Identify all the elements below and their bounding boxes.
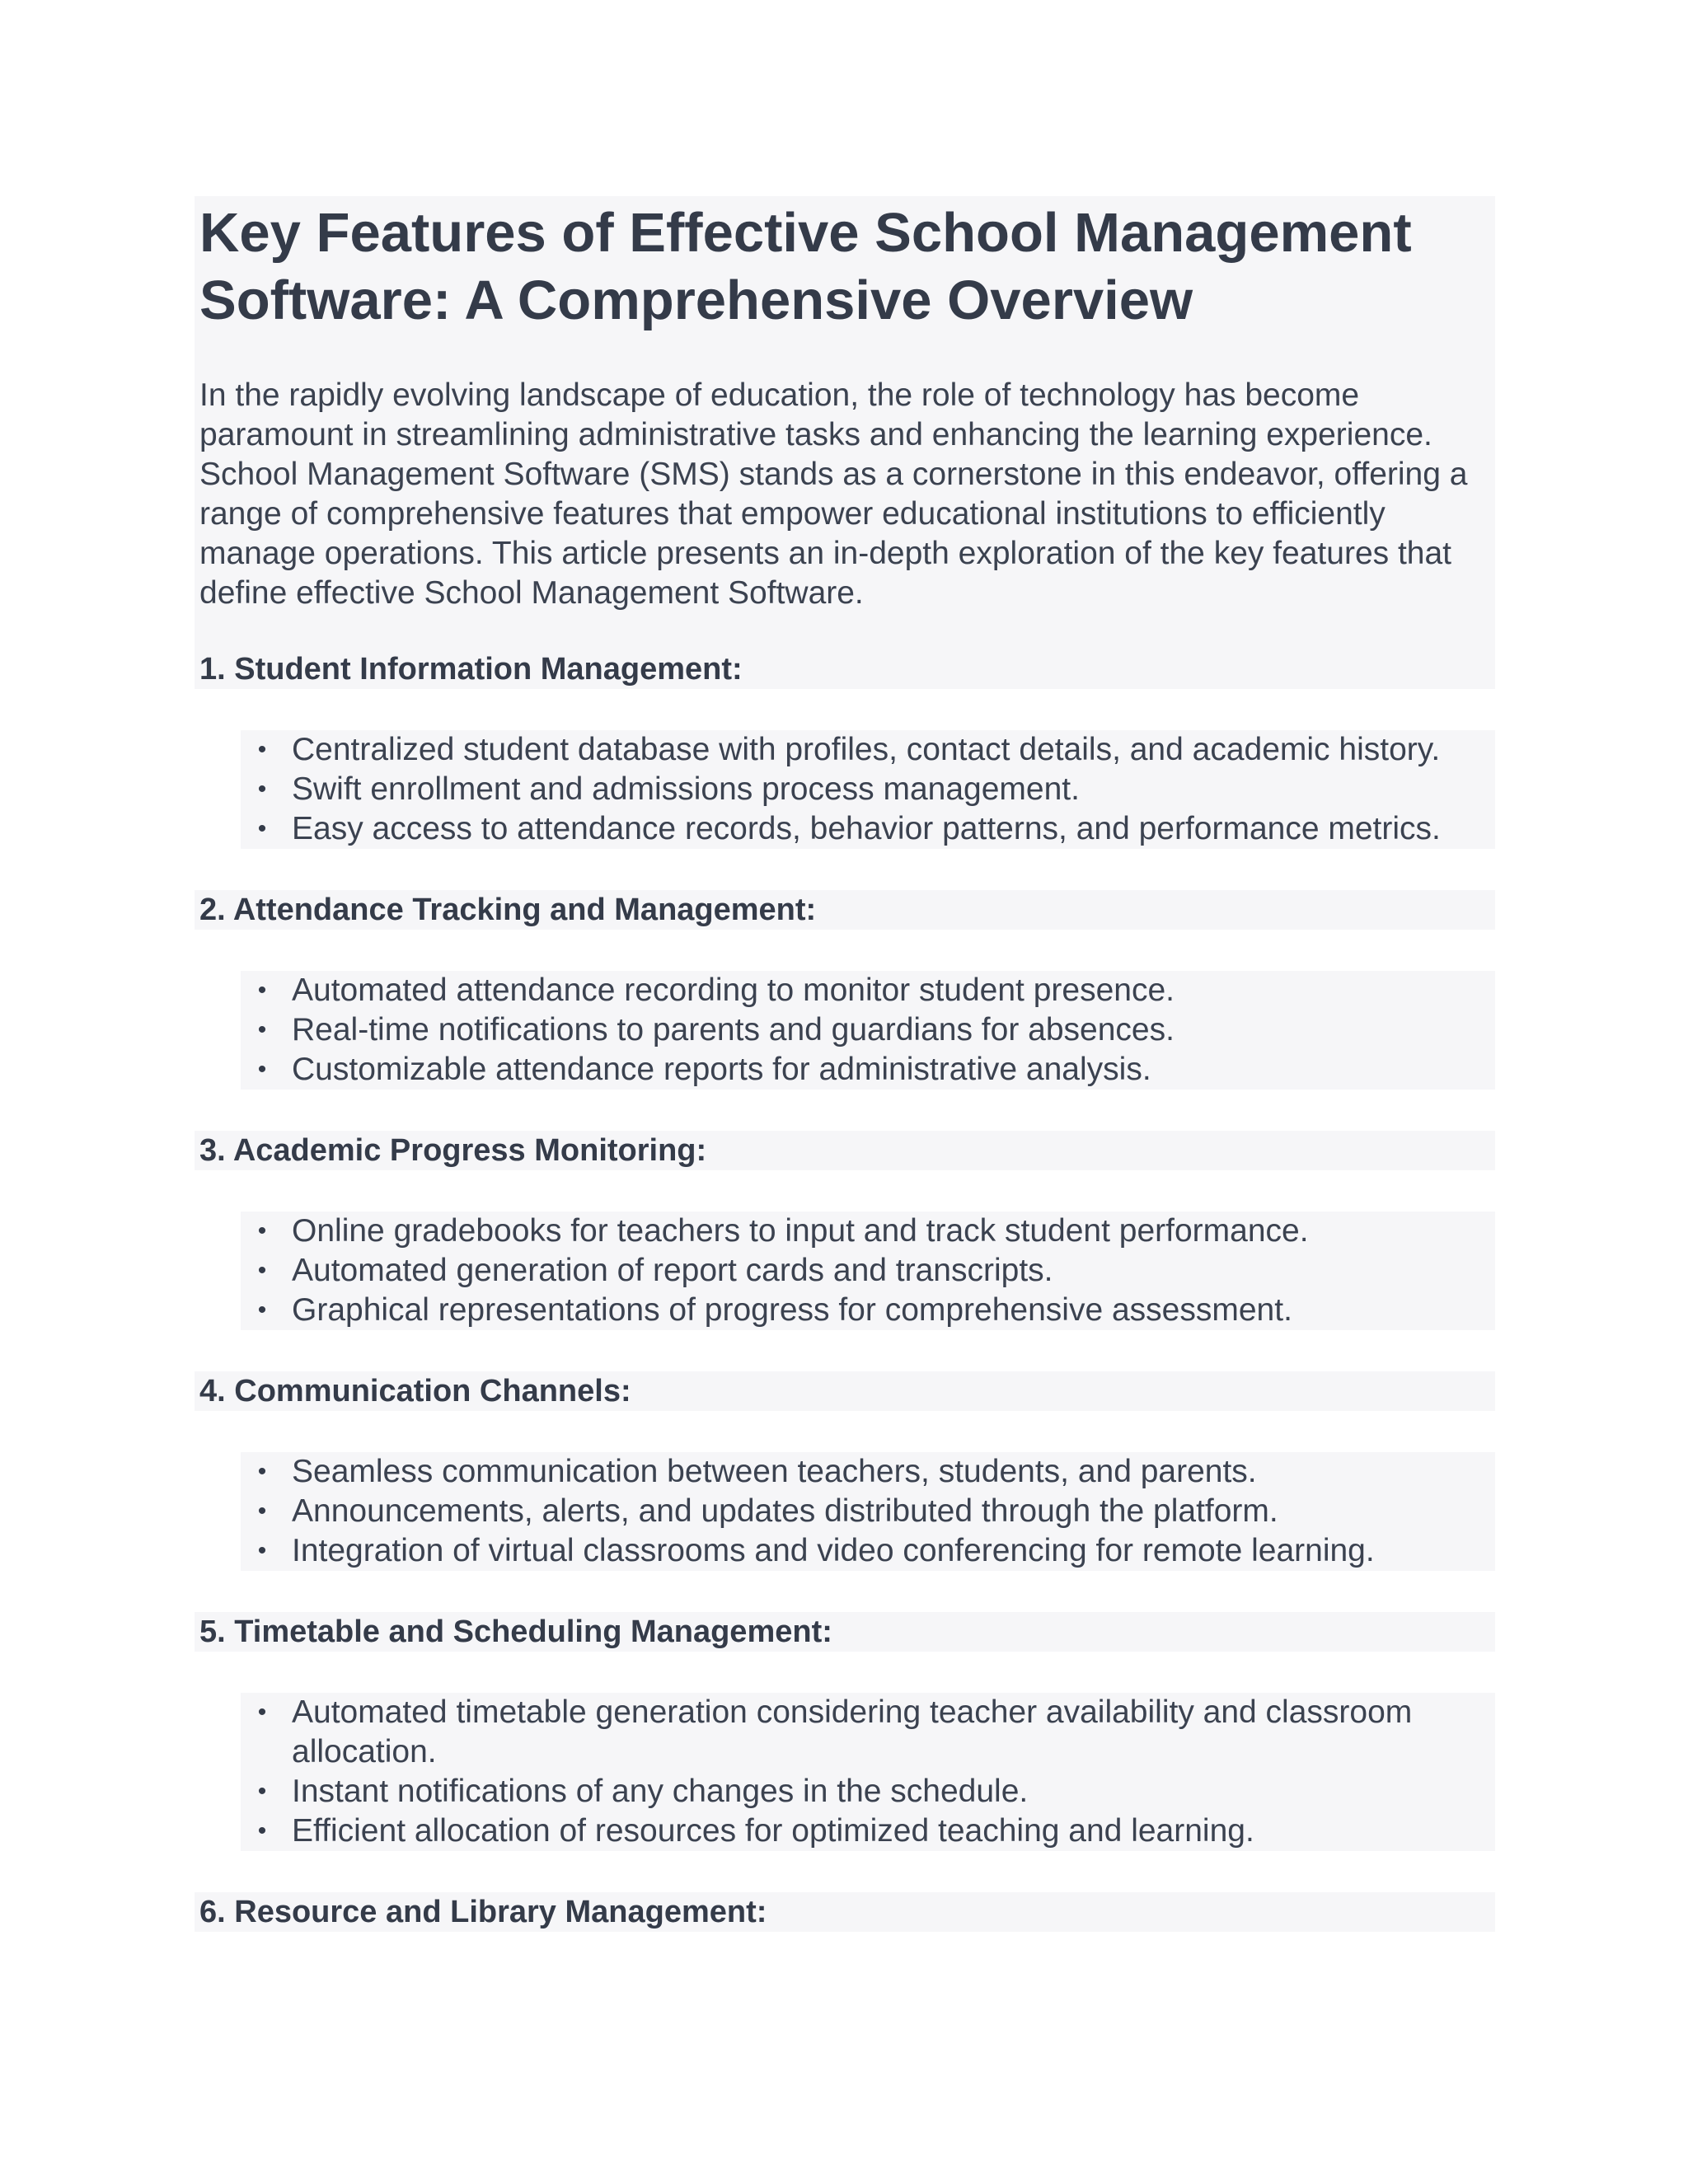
section-heading: 5. Timetable and Scheduling Management:	[195, 1612, 1495, 1652]
list-item-text: Graphical representations of progress for comprehensive assessment.	[292, 1292, 1292, 1328]
document-page	[195, 196, 1495, 1932]
list-item	[241, 770, 1495, 809]
list-item-text: Automated attendance recording to monitor student presence.	[292, 972, 1175, 1008]
bullet-icon: •	[257, 1056, 267, 1083]
bullet-icon: •	[257, 1458, 267, 1485]
section-heading: 2. Attendance Tracking and Management:	[195, 890, 1495, 930]
list-item-text: Easy access to attendance records, behavior patterns, and performance metrics.	[292, 811, 1441, 846]
bullet-list	[241, 1693, 1495, 1851]
list-item-text: Online gradebooks for teachers to input and track student performance.	[292, 1213, 1309, 1249]
section-heading: 6. Resource and Library Management:	[195, 1892, 1495, 1932]
list-item	[241, 1531, 1495, 1571]
bullet-icon: •	[257, 736, 267, 763]
list-item	[241, 1010, 1495, 1050]
document-title: Key Features of Effective School Management Software: A Comprehensive Overview	[199, 202, 1412, 331]
section-heading: 1. Student Information Management:	[199, 652, 743, 687]
list-item	[241, 971, 1495, 1010]
bullet-icon: •	[257, 815, 267, 842]
bullet-list	[241, 730, 1495, 849]
list-item-text: Seamless communication between teachers, students, and parents.	[292, 1454, 1257, 1489]
section-heading: 4. Communication Channels:	[195, 1371, 1495, 1411]
list-item-text: Customizable attendance reports for administrative analysis.	[292, 1052, 1151, 1087]
list-item-text: Announcements, alerts, and updates distributed through the platform.	[292, 1493, 1278, 1529]
list-item-text: Automated generation of report cards and transcripts.	[292, 1253, 1053, 1288]
list-item	[241, 1291, 1495, 1330]
bullet-list	[241, 1212, 1495, 1330]
list-item	[241, 730, 1495, 770]
list-item-text: Real-time notifications to parents and guardians for absences.	[292, 1012, 1175, 1047]
list-item	[241, 1811, 1495, 1851]
list-item-text: Instant notifications of any changes in the schedule.	[292, 1774, 1029, 1809]
list-item	[241, 1050, 1495, 1090]
list-item-text: Centralized student database with profiles, contact details, and academic history.	[292, 732, 1441, 767]
bullet-icon: •	[257, 1778, 267, 1805]
bullet-icon: •	[257, 1016, 267, 1043]
bullet-list	[241, 971, 1495, 1090]
bullet-icon: •	[257, 1497, 267, 1525]
list-item-text: Integration of virtual classrooms and video conferencing for remote learning.	[292, 1533, 1375, 1568]
list-item	[241, 1693, 1495, 1772]
bullet-list	[241, 1452, 1495, 1571]
bullet-icon: •	[257, 776, 267, 803]
list-item	[241, 1251, 1495, 1291]
list-item	[241, 1492, 1495, 1531]
list-item	[241, 1772, 1495, 1811]
document-header	[195, 196, 1495, 689]
bullet-icon: •	[257, 977, 267, 1004]
bullet-icon: •	[257, 1699, 267, 1726]
section-heading: 3. Academic Progress Monitoring:	[195, 1131, 1495, 1170]
list-item	[241, 1452, 1495, 1492]
intro-paragraph: In the rapidly evolving landscape of education, the role of technology has become paramount in streamlining administrative tasks and enhancing the learning experience. School Management Software (SMS) stands as a cornerstone in this endeavor, offering a range of comprehensive features that empower educational institutions to efficiently manage operations. This article presents an in-depth exploration of the key features that define effective School Management Software.	[199, 377, 1468, 611]
list-item-text: Automated timetable generation considering teacher availability and classroom allocation.	[292, 1694, 1413, 1769]
list-item	[241, 1212, 1495, 1251]
list-item-text: Swift enrollment and admissions process management.	[292, 771, 1080, 807]
list-item-text: Efficient allocation of resources for optimized teaching and learning.	[292, 1813, 1254, 1849]
list-item	[241, 809, 1495, 849]
bullet-icon: •	[257, 1296, 267, 1324]
bullet-icon: •	[257, 1537, 267, 1564]
bullet-icon: •	[257, 1257, 267, 1284]
bullet-icon: •	[257, 1817, 267, 1844]
bullet-icon: •	[257, 1217, 267, 1244]
